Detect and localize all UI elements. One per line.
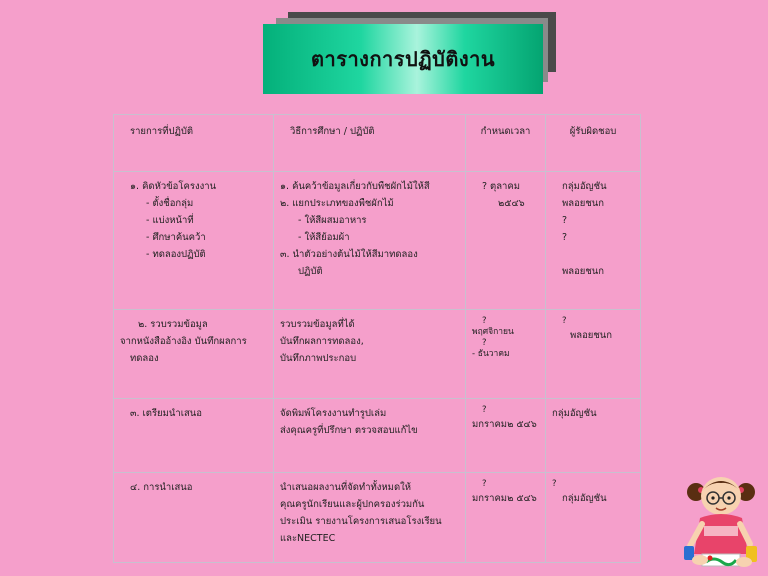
row1-method-cell: ๑. ค้นคว้าข้อมูลเกี่ยวกับพืชผักไม้ให้สี ๒. แยกประเภทของพืชผักไม้ - ให้สีผสมอาหาร - ให้สีย้อมผ้า ๓. นำตัวอย่างต้นไม้ให้สีมาทดลอง ปฏิบัติ (274, 171, 466, 310)
table-row (114, 171, 641, 310)
row3-method-cell: จัดพิมพ์โครงงานทำรูปเล่ม ส่งคุณครูที่ปรึกษา ตรวจสอบแก้ไข (274, 398, 466, 472)
row3-item-cell: ๓. เตรียมนำเสนอ (114, 398, 274, 472)
table-row (114, 310, 641, 398)
header-time: กำหนดเวลา (466, 115, 546, 172)
header-responsible: ผู้รับผิดชอบ (546, 115, 641, 172)
row3-time-cell: ? มกราคม๒ ๕๔๖ (466, 398, 546, 472)
row1-item-cell: ๑. คิดหัวข้อโครงงาน - ตั้งชื่อกลุ่ม - แบ่งหน้าที่ - ศึกษาค้นคว้า - ทดลองปฏิบัติ (114, 171, 274, 310)
table-row (114, 472, 641, 562)
title-banner (263, 24, 543, 94)
row4-item-cell: ๔. การนำเสนอ (114, 472, 274, 562)
row1-time-cell: ? ตุลาคม ๒๕๔๖ (466, 171, 546, 310)
girl-painting-illustration (682, 470, 762, 570)
row2-method-cell: รวบรวมข้อมูลที่ได้ บันทึกผลการทดลอง, บันทึกภาพประกอบ (274, 310, 466, 398)
page-title: ตารางการปฏิบัติงาน (310, 47, 495, 71)
row1-responsible-cell: กลุ่มอัญชัน พลอยชนก ? ? พลอยชนก (546, 171, 641, 310)
row4-time-cell: ? มกราคม๒ ๕๔๖ (466, 472, 546, 562)
row2-responsible-cell: ? พลอยชนก (546, 310, 641, 398)
row2-time-cell: ? พฤศจิกายน ? - ธันวาคม (466, 310, 546, 398)
header-item: รายการที่ปฏิบัติ (114, 115, 274, 172)
table-header-row (114, 115, 641, 172)
table-row (114, 398, 641, 472)
row3-responsible-cell: กลุ่มอัญชัน (546, 398, 641, 472)
header-method: วิธีการศึกษา / ปฏิบัติ (274, 115, 466, 172)
schedule-table (113, 114, 641, 563)
row2-item-cell: ๒. รวบรวมข้อมูล จากหนังสืออ้างอิง บันทึกผลการ ทดลอง (114, 310, 274, 398)
row4-responsible-cell: ? กลุ่มอัญชัน (546, 472, 641, 562)
row4-method-cell: นำเสนอผลงานที่จัดทำทั้งหมดให้ คุณครูนักเรียนและผู้ปกครองร่วมกัน ประเมิน รายงานโครงการเสนอโรงเรียน และNECTEC (274, 472, 466, 562)
